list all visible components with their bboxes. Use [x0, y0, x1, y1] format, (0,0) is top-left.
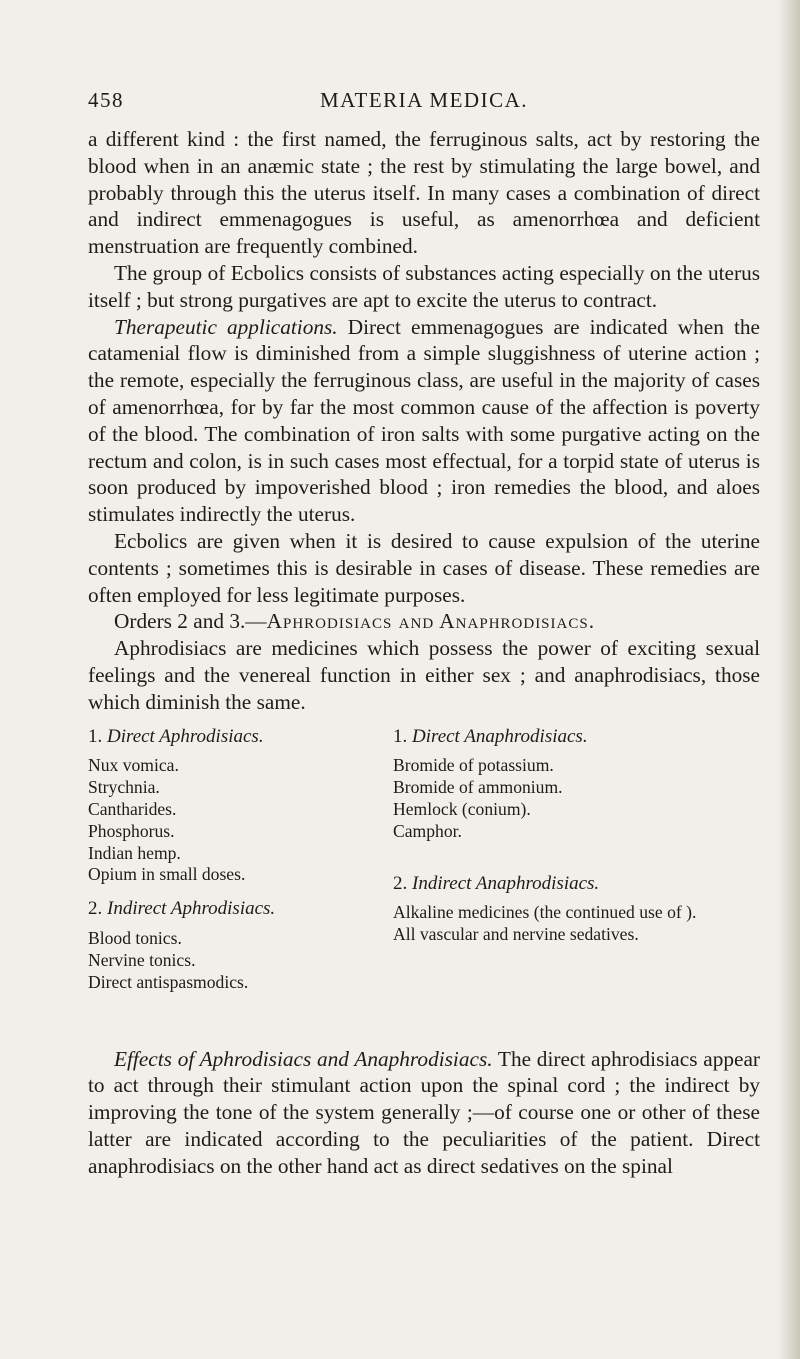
drug-lists	[88, 726, 760, 1046]
list-item: Direct antispasmodics.	[88, 971, 249, 992]
paragraph-3	[88, 314, 760, 528]
paragraph-3-text: Direct emmenagogues are indicated when the catamenial flow is diminished from a simple sluggishness of uterine action ; the remote, especially the ferruginous class, are useful in the majority of cases of amenorrhœa, for by far the most common cause of the affection is poverty of the blood. The combination of iron salts with some purgative acting on the rectum and colon, is in such cases most effectual, for a torpid state of uterus is soon produced by impoverished blood ; iron remedies the blood, and aloes stimulates indirectly the uterus.	[88, 314, 760, 527]
paragraph-5: Aphrodisiacs are medicines which possess the power of exciting sexual feelings and the venereal function in either sex ; and anaphrodisiacs, those which diminish the same.	[88, 636, 760, 714]
list-item: Bromide of potassium.	[393, 755, 554, 776]
indirect-aphrodisiacs-heading: 2. Indirect Aphrodisiacs.	[88, 898, 276, 920]
page-number: 458	[88, 88, 124, 112]
page-header	[88, 88, 760, 126]
anaphrodisiacs-column	[393, 726, 760, 946]
list-item: Hemlock (conium).	[393, 798, 531, 819]
list-item: Nervine tonics.	[88, 949, 196, 970]
list-item: Strychnia.	[88, 777, 160, 798]
orders-heading-title: Aphrodisiacs and Anaphrodisiacs.	[266, 609, 596, 634]
paragraph-2: The group of Ecbolics consists of substances acting especially on the uterus itself ; but strong purgatives are apt to excite the uterus to contract.	[88, 260, 760, 312]
list-item: Camphor.	[393, 820, 462, 841]
list-item: Nux vomica.	[88, 755, 179, 776]
page-edge-shadow	[778, 0, 800, 1359]
therapeutic-applications-lead: Therapeutic applications.	[114, 314, 338, 339]
effects-section	[88, 1046, 760, 1180]
list-item: Phosphorus.	[88, 820, 175, 841]
list-item: Opium in small doses.	[88, 864, 246, 885]
list-item: Bromide of ammonium.	[393, 777, 563, 798]
aphrodisiacs-column	[88, 726, 388, 994]
paragraph-4: Ecbolics are given when it is desired to cause expulsion of the uterine contents ; sometimes this is desirable in cases of disease. These remedies are often employed for less legitimate purposes.	[88, 528, 760, 607]
orders-heading	[88, 608, 760, 635]
running-title: MATERIA MEDICA.	[319, 88, 528, 112]
paragraph-6	[88, 1046, 760, 1180]
book-page	[88, 88, 760, 1180]
indirect-anaphrodisiacs-heading: 2. Indirect Anaphrodisiacs.	[393, 872, 600, 894]
direct-aphrodisiacs-heading: 1. Direct Aphrodisiacs.	[88, 725, 264, 747]
list-item: Alkaline medicines (the continued use of ).	[393, 902, 697, 923]
direct-anaphrodisiacs-heading: 1. Direct Anaphrodisiacs.	[393, 725, 588, 747]
paragraph-1: a different kind : the first named, the ferruginous salts, act by restoring the blood when in an anæmic state ; the rest by stimulating the large bowel, and probably through this the uterus itself. In many cases a combination of direct and indirect emmenagogues is useful, as amenorrhœa and deficient menstruation are frequently combined.	[88, 127, 760, 259]
list-item: All vascular and nervine sedatives.	[393, 924, 639, 945]
list-item: Cantharides.	[88, 798, 177, 819]
list-item: Indian hemp.	[88, 842, 181, 863]
paragraph-6-text: The direct aphrodisiacs appear to act through their stimulant action upon the spinal cord ; the indirect by improving the tone of the system generally ;—of course one or other of these latter are indicated according to the peculiarities of the patient. Direct anaphrodisiacs on the other hand act as direct sedatives on the spinal	[88, 1046, 760, 1178]
orders-heading-lead: Orders 2 and 3.—	[114, 609, 267, 634]
list-item: Blood tonics.	[88, 927, 182, 948]
body-text	[88, 126, 760, 716]
effects-lead: Effects of Aphrodisiacs and Anaphrodisiacs.	[114, 1046, 493, 1071]
